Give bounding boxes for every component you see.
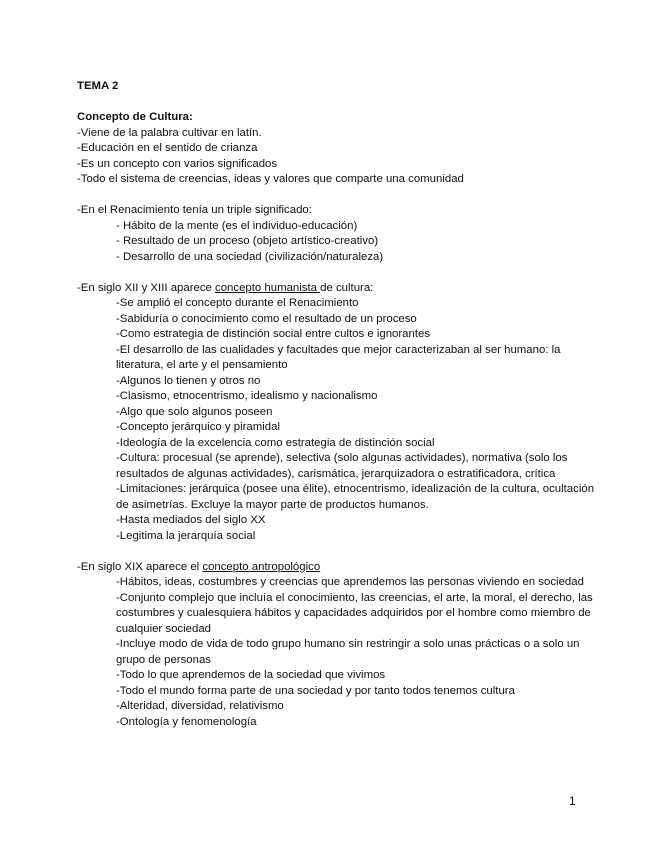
list-item: -Clasismo, etnocentrismo, idealismo y nacionalismo	[116, 390, 378, 402]
intro-text: de cultura:	[320, 281, 374, 294]
intro-text: -En siglo XIX aparece el	[77, 560, 203, 573]
list-item: -Como estrategia de distinción social entre cultos e ignorantes	[116, 328, 431, 340]
list-item: -Incluye modo de vida de todo grupo humano sin restringir a solo unas prácticas o a solo un grupo de personas	[116, 638, 580, 666]
concept-term: concepto antropológico	[202, 560, 321, 573]
list-item: -Algunos lo tienen y otros no	[116, 374, 261, 387]
section-heading: Concepto de Cultura:	[77, 111, 193, 123]
list-item: -Legitima la jerarquía social	[116, 529, 256, 542]
list-item: -Todo lo que aprendemos de la sociedad que vivimos	[116, 669, 386, 681]
list-item: - Desarrollo de una sociedad (civilización/naturaleza)	[116, 250, 384, 263]
list-item: -Algo que solo algunos poseen	[116, 405, 273, 418]
section-intro	[77, 281, 597, 297]
list-item: -Ideología de la excelencia como estrategia de distinción social	[116, 436, 435, 449]
list-item: -Alteridad, diversidad, relativismo	[116, 700, 284, 712]
list-item: -Cultura: procesual (se aprende), selectiva (solo algunas actividades), normativa (solo los resultados de algunas actividades), carismática, jerarquizadora o estratificadora, crítica	[116, 452, 568, 480]
text-line: -Es un concepto con varios significados	[77, 157, 278, 170]
spacer	[77, 544, 597, 560]
page-title: TEMA 2	[77, 80, 119, 92]
list-item: - Resultado de un proceso (objeto artístico-creativo)	[116, 235, 379, 247]
text-line: -En el Renacimiento tenía un triple significado:	[77, 204, 312, 216]
list-item: -Concepto jerárquico y piramidal	[116, 421, 280, 433]
section-intro	[77, 560, 597, 576]
list-item: -Se amplió el concepto durante el Renacimiento	[116, 297, 359, 309]
list-item: -Limitaciones: jerárquica (posee una élite), etnocentrismo, idealización de la cultura, ocultación de asimetrías. Excluye la mayor parte de productos humanos.	[116, 483, 595, 511]
text-line: -Educación en el sentido de crianza	[77, 142, 258, 154]
text-line: -Todo el sistema de creencias, ideas y valores que comparte una comunidad	[77, 173, 464, 185]
spacer	[77, 95, 597, 111]
list-item: -El desarrollo de las cualidades y facultades que mejor caracterizaban al ser humano: la literatura, el arte y el pensamiento	[116, 343, 561, 371]
list-item: -Hasta mediados del siglo XX	[116, 514, 266, 526]
spacer	[77, 188, 597, 204]
list-item: -Sabiduría o conocimiento como el resultado de un proceso	[116, 312, 417, 325]
list-item: -Hábitos, ideas, costumbres y creencias que aprendemos las personas viviendo en sociedad	[116, 576, 584, 588]
list-item: -Conjunto complejo que incluía el conocimiento, las creencias, el arte, la moral, el derecho, las costumbres y cualesquiera hábitos y capacidades adquiridos por el hombre como miembro de cualquier sociedad	[116, 591, 593, 635]
concept-term: concepto humanista	[215, 281, 321, 294]
spacer	[77, 265, 597, 281]
list-item: - Hábito de la mente (es el individuo-educación)	[116, 219, 358, 232]
list-item: -Ontología y fenomenología	[116, 715, 257, 728]
page-number: 1	[569, 794, 576, 808]
text-line: -Viene de la palabra cultivar en latín.	[77, 126, 262, 139]
intro-text: -En siglo XII y XIII aparece	[77, 281, 216, 294]
document-page	[77, 79, 597, 730]
list-item: -Todo el mundo forma parte de una sociedad y por tanto todos tenemos cultura	[116, 684, 515, 697]
